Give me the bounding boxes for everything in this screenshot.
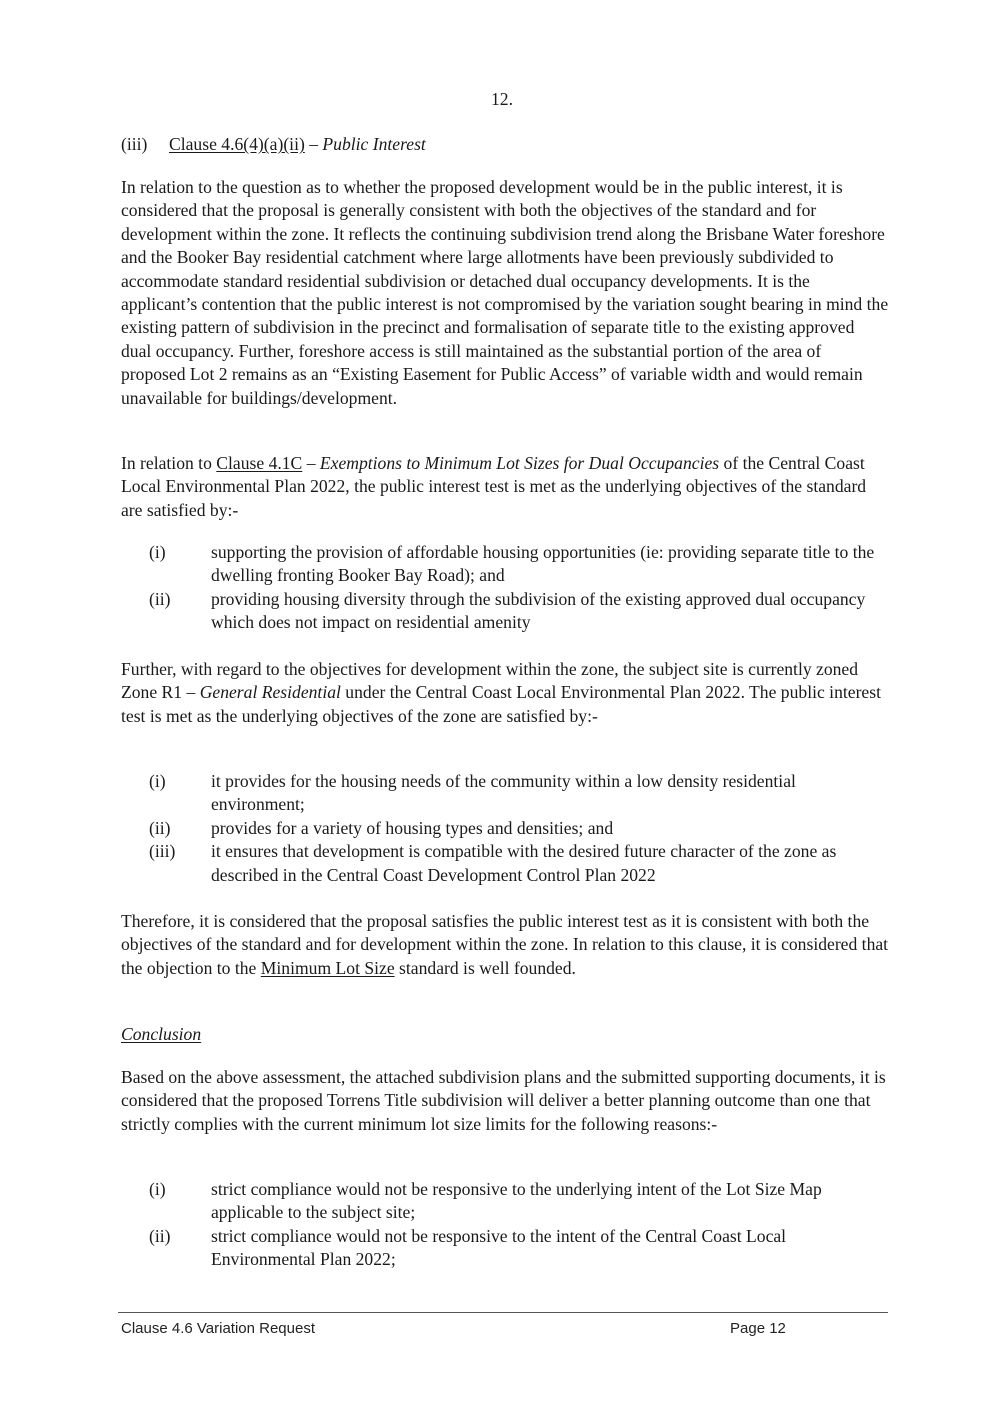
list-item-text: supporting the provision of affordable housing opportunities (ie: providing separate title to the dwelling fronting Booker Bay Road); and	[211, 542, 875, 586]
list-item-number: (iii)	[149, 841, 176, 862]
list-item-number: (i)	[149, 771, 166, 791]
paragraph-therefore	[121, 910, 889, 980]
list-item-text: providing housing diversity through the subdivision of the existing approved dual occupancy which does not impact on residential amenity	[211, 588, 866, 633]
section-heading	[121, 133, 426, 156]
para2-pre: In relation to	[121, 453, 217, 473]
list-item-text: provides for a variety of housing types and densities; and	[211, 817, 614, 838]
footer-title: Clause 4.6 Variation Request	[121, 1320, 316, 1337]
list-item	[121, 840, 889, 887]
list-item	[121, 817, 889, 840]
list-item	[121, 1178, 889, 1225]
para3-post: under the Central Coast Local Environmental Plan 2022. The public interest test is met as the underlying objectives of the zone are satisfied by:-	[121, 682, 881, 726]
list-item	[121, 588, 889, 635]
heading-separator: –	[304, 134, 323, 154]
list-item-number: (ii)	[149, 1225, 171, 1246]
list-reasons	[121, 1178, 889, 1272]
list-item-number: (ii)	[149, 817, 171, 838]
footer-page-number: Page 12	[730, 1320, 786, 1337]
paragraph-clause-4-1c	[121, 452, 889, 522]
paragraph-conclusion: Based on the above assessment, the attached subdivision plans and the submitted supporting documents, it is considered that the proposed Torrens Title subdivision will deliver a better planning outcome than one that strictly complies with the current minimum lot size limits for the following reasons:-	[121, 1067, 886, 1134]
para2-dash: –	[302, 453, 320, 473]
para3-pre: Further, with regard to the objectives for development within the zone, the subject site is currently zoned Zone R1 –	[121, 659, 859, 703]
list-item-text: strict compliance would not be responsive to the intent of the Central Coast Local Environmental Plan 2022;	[211, 1225, 787, 1270]
clause-4-1c-title: Exemptions to Minimum Lot Sizes for Dual Occupancies	[319, 453, 720, 473]
list-item-text: strict compliance would not be responsive to the underlying intent of the Lot Size Map applicable to the subject site;	[211, 1179, 822, 1223]
list-item-text: it provides for the housing needs of the community within a low density residential environment;	[211, 771, 796, 815]
para2-post: of the Central Coast Local Environmental Plan 2022, the public interest test is met as the underlying objectives of the standard are satisfied by:-	[121, 453, 867, 520]
heading-title: Public Interest	[322, 134, 426, 154]
paragraph-zone-objectives	[121, 658, 889, 728]
heading-number: (iii)	[121, 134, 148, 154]
clause-4-1c-ref: Clause 4.1C	[216, 453, 303, 473]
conclusion-heading: Conclusion	[121, 1024, 202, 1044]
heading-clause: Clause 4.6(4)(a)(ii)	[169, 134, 305, 154]
paragraph-public-interest: In relation to the question as to whether the proposed development would be in the public interest, it is considered that the proposal is generally consistent with both the objectives of the standard and for development within the zone. It reflects the continuing subdivision trend along the Brisbane Water foreshore and the Booker Bay residential catchment where large allotments have been previously subdivided to accommodate standard residential subdivision or detached dual occupancy developments. It is the applicant’s contention that the public interest is not compromised by the variation sought bearing in mind the existing pattern of subdivision in the precinct and formalisation of separate title to the existing approved dual occupancy. Further, foreshore access is still maintained as the substantial portion of the area of proposed Lot 2 remains as an “Existing Easement for Public Access” of variable width and would remain unavailable for buildings/development.	[121, 177, 889, 408]
list-item-number: (ii)	[149, 588, 171, 609]
zone-title: General Residential	[199, 682, 341, 703]
para4-pre: Therefore, it is considered that the proposal satisfies the public interest test as it is consistent with both the objectives of the standard and for development within the zone. In relation to this clause, it is considered that the objection to the	[121, 911, 889, 978]
list-item	[121, 541, 889, 588]
list-zone-objectives	[121, 770, 889, 887]
list-item	[121, 770, 889, 817]
list-item-number: (i)	[149, 542, 166, 562]
list-standard-objectives	[121, 541, 889, 635]
para4-post: standard is well founded.	[394, 957, 576, 978]
list-item-number: (i)	[149, 1179, 166, 1199]
footer-divider	[118, 1312, 888, 1313]
page-number-top: 12.	[491, 89, 513, 109]
list-item-text: it ensures that development is compatible with the desired future character of the zone as described in the Central Coast Development Control Plan 2022	[211, 841, 837, 885]
list-item	[121, 1225, 889, 1272]
minimum-lot-size-ref: Minimum Lot Size	[260, 957, 395, 978]
